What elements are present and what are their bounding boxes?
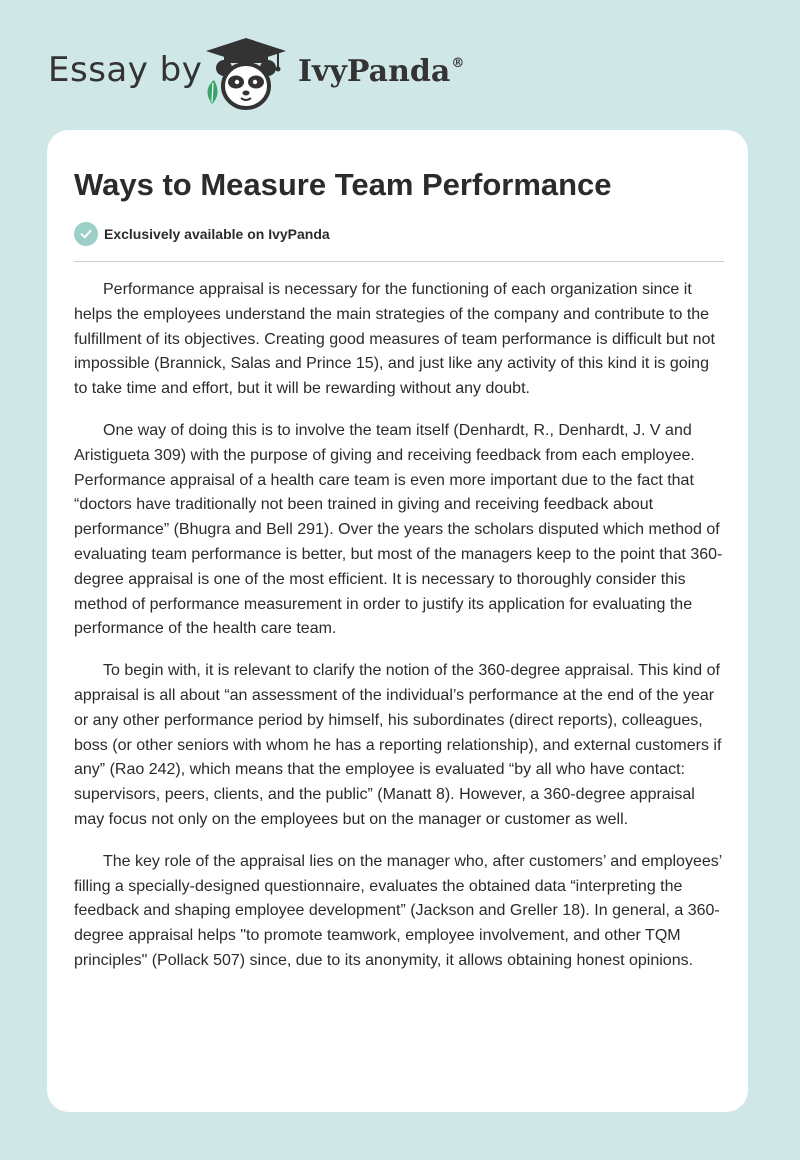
site-header xyxy=(0,0,800,130)
brand-name[interactable]: IvyPanda® xyxy=(298,54,465,89)
essay-body xyxy=(74,278,724,991)
page-title: Ways to Measure Team Performance xyxy=(74,167,612,202)
essay-card xyxy=(47,130,748,1112)
paragraph: Performance appraisal is necessary for the functioning of each organization since it helps the employees understand the main strategies of the company and contribute to the fulfillment of its objectives. Creating good measures of team performance is difficult but not impossible (Brannick, Salas and Prince 15), and just like any activity of this kind it is going to take time and effort, but it will be rewarding without any doubt. xyxy=(74,281,715,398)
exclusive-label: Exclusively available on IvyPanda xyxy=(104,226,330,242)
divider xyxy=(74,261,724,262)
essay-by-label: Essay by xyxy=(48,50,203,90)
panda-graduate-icon[interactable] xyxy=(198,36,294,112)
paragraph: The key role of the appraisal lies on the manager who, after customers’ and employees’ filling a specially-designed questionnaire, evaluates the obtained data “interpreting the feedback and shaping employee development” (Jackson and Greller 18). In general, a 360-degree appraisal helps "to promote teamwork, employee involvement, and other TQM principles" (Pollack 507) since, due to its anonymity, it allows obtaining honest opinions. xyxy=(74,852,722,969)
check-circle-icon xyxy=(74,222,98,246)
paragraph: One way of doing this is to involve the team itself (Denhardt, R., Denhardt, J. V and Aristigueta 309) with the purpose of giving and receiving feedback from each employee. Performance appraisal of a health care team is even more important due to the fact that “doctors have traditionally not been trained in giving and receiving feedback about performance” (Bhugra and Bell 291). Over the years the scholars disputed which method of evaluating team performance is better, but most of the managers keep to the point that 360-degree appraisal is one of the most efficient. It is necessary to thoroughly consider this method of performance measurement in order to justify its application for evaluating the performance of the health care team. xyxy=(74,421,723,638)
exclusive-badge xyxy=(74,222,330,246)
paragraph: To begin with, it is relevant to clarify the notion of the 360-degree appraisal. This kind of appraisal is all about “an assessment of the individual’s performance at the end of the year or any other performance period by himself, his subordinates (direct reports), colleagues, boss (or other seniors with whom he has a reporting relationship), and external customers if any” (Rao 242), which means that the employee is evaluated “by all who have contact: supervisors, peers, clients, and the public” (Manatt 8). However, a 360-degree appraisal may focus not only on the employees but on the manager or customer as well. xyxy=(74,662,722,828)
